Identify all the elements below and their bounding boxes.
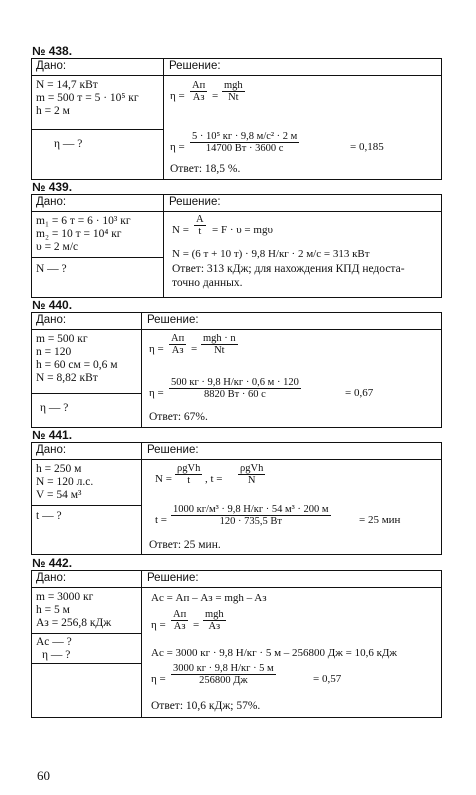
column-divider	[141, 443, 142, 554]
find-divider	[32, 663, 141, 664]
problem-440	[31, 298, 442, 428]
given-line: n = 120	[36, 346, 72, 358]
equation-lhs: η =	[151, 619, 166, 631]
column-divider	[163, 59, 164, 179]
find-line: η — ?	[40, 402, 69, 414]
problem-442	[31, 556, 442, 718]
answer: Ответ: 18,5 %.	[170, 163, 241, 175]
equation: Aс = Aп – Aз = mgh – Aз	[151, 592, 267, 604]
given-line: h = 60 см = 0,6 м	[36, 359, 118, 371]
fraction: $\frac{A}{t}$	[196, 214, 204, 237]
given-line: V = 54 м³	[36, 489, 82, 501]
column-divider	[141, 313, 142, 427]
fraction: ρgVh N	[240, 463, 264, 486]
problem-table	[31, 58, 442, 180]
equation: N = (6 т + 10 т) · 9,8 Н/кг · 2 м/с = 313 кВт	[172, 248, 370, 260]
fraction: mgh Aз	[205, 609, 224, 632]
given-line: m = 3000 кг	[36, 591, 94, 603]
find-line: η — ?	[42, 649, 71, 661]
problem-number: № 440.	[32, 298, 73, 312]
given-line: N = 8,82 кВт	[36, 372, 98, 384]
given-line: h = 2 м	[36, 105, 70, 117]
equation-lhs: N =	[172, 224, 189, 236]
problem-table	[31, 570, 442, 718]
given-divider	[32, 129, 163, 130]
fraction: Aп Aз	[192, 80, 206, 103]
fraction: mgh · n Nt	[203, 333, 236, 356]
given-divider	[32, 505, 141, 506]
header-row	[32, 443, 441, 460]
fraction: ρgVh t	[177, 463, 201, 486]
given-label: Дано:	[36, 572, 67, 584]
header-row	[32, 571, 441, 588]
given-divider	[32, 257, 163, 258]
equation: Aс = 3000 кг · 9,8 Н/кг · 5 м – 256800 Дж = 10,6 кДж	[151, 647, 398, 659]
problem-table	[31, 442, 442, 555]
fraction: Aп Aз	[173, 609, 187, 632]
answer: Ответ: 313 кДж; для нахождения КПД недоста-	[172, 263, 405, 275]
answer: Ответ: 67%.	[149, 411, 208, 423]
find-line: t — ?	[36, 510, 62, 522]
equation-rest: = F · υ = mgυ	[212, 224, 273, 236]
result: = 25 мин	[359, 514, 401, 526]
equation-lhs: N =	[155, 473, 172, 485]
fraction: 3000 кг · 9,8 Н/кг · 5 м 256800 Дж	[173, 663, 274, 686]
header-row	[32, 195, 441, 212]
equals-sign: =	[193, 619, 200, 631]
given-line: υ = 2 м/с	[36, 241, 79, 253]
given-line: m = 500 кг	[36, 333, 88, 345]
given-line: N = 120 л.с.	[36, 476, 94, 488]
given-line: m₂ = 10 т = 10⁴ кг	[36, 228, 122, 240]
fraction: mgh Nt	[224, 80, 243, 103]
result: = 0,185	[350, 141, 384, 153]
equals-sign: =	[212, 90, 219, 102]
result: = 0,57	[313, 673, 342, 685]
fraction: 500 кг · 9,8 Н/кг · 0,6 м · 120 8820 Вт · 60 с	[171, 377, 299, 400]
equation-lhs: η =	[149, 343, 164, 355]
equation-lhs: η =	[170, 90, 185, 102]
given-line: h = 250 м	[36, 463, 82, 475]
solution-label: Решение:	[169, 196, 221, 208]
column-divider	[141, 571, 142, 717]
given-line: m₁ = 6 т = 6 · 10³ кг	[36, 215, 131, 227]
problem-table	[31, 194, 442, 298]
problem-439	[31, 180, 442, 298]
given-label: Дано:	[36, 196, 67, 208]
find-line: Aс — ?	[36, 636, 72, 648]
header-row	[32, 59, 441, 76]
given-divider	[32, 633, 141, 634]
page-number: 60	[37, 768, 50, 783]
given-line: Aз = 256,8 кДж	[36, 617, 112, 629]
given-divider	[32, 393, 141, 394]
fraction: Aп Aз	[171, 333, 185, 356]
solution-label: Решение:	[147, 444, 199, 456]
column-divider	[163, 195, 164, 297]
problem-441	[31, 428, 442, 555]
solution-label: Решение:	[169, 60, 221, 72]
given-label: Дано:	[36, 444, 67, 456]
problem-number: № 439.	[32, 180, 73, 194]
answer: Ответ: 25 мин.	[149, 539, 221, 551]
given-line: m = 500 т = 5 · 10⁵ кг	[36, 92, 139, 104]
equals-sign: =	[191, 343, 198, 355]
given-label: Дано:	[36, 60, 67, 72]
answer-continued: точно данных.	[172, 277, 243, 289]
problem-number: № 438.	[32, 44, 73, 58]
find-line: η — ?	[54, 138, 83, 150]
problem-number: № 442.	[32, 556, 73, 570]
problem-438	[31, 44, 442, 180]
equation-lhs: η =	[149, 387, 164, 399]
solution-label: Решение:	[147, 572, 199, 584]
given-line: h = 5 м	[36, 604, 70, 616]
problem-number: № 441.	[32, 428, 73, 442]
find-line: N — ?	[36, 263, 67, 275]
fraction: 1000 кг/м³ · 9,8 Н/кг · 54 м³ · 200 м 120 · 735,5 Вт	[173, 504, 329, 527]
equation-mid: , t =	[205, 473, 223, 485]
result: = 0,67	[345, 387, 374, 399]
given-label: Дано:	[36, 314, 67, 326]
problem-table	[31, 312, 442, 428]
fraction: 5 · 10⁵ кг · 9,8 м/с² · 2 м 14700 Вт · 3600 с	[192, 131, 298, 154]
given-line: N = 14,7 кВт	[36, 79, 98, 91]
header-row	[32, 313, 441, 330]
equation-lhs: η =	[151, 673, 166, 685]
answer: Ответ: 10,6 кДж; 57%.	[151, 700, 261, 712]
solution-label: Решение:	[147, 314, 199, 326]
equation-lhs: t =	[155, 514, 168, 526]
equation-lhs: η =	[170, 141, 185, 153]
